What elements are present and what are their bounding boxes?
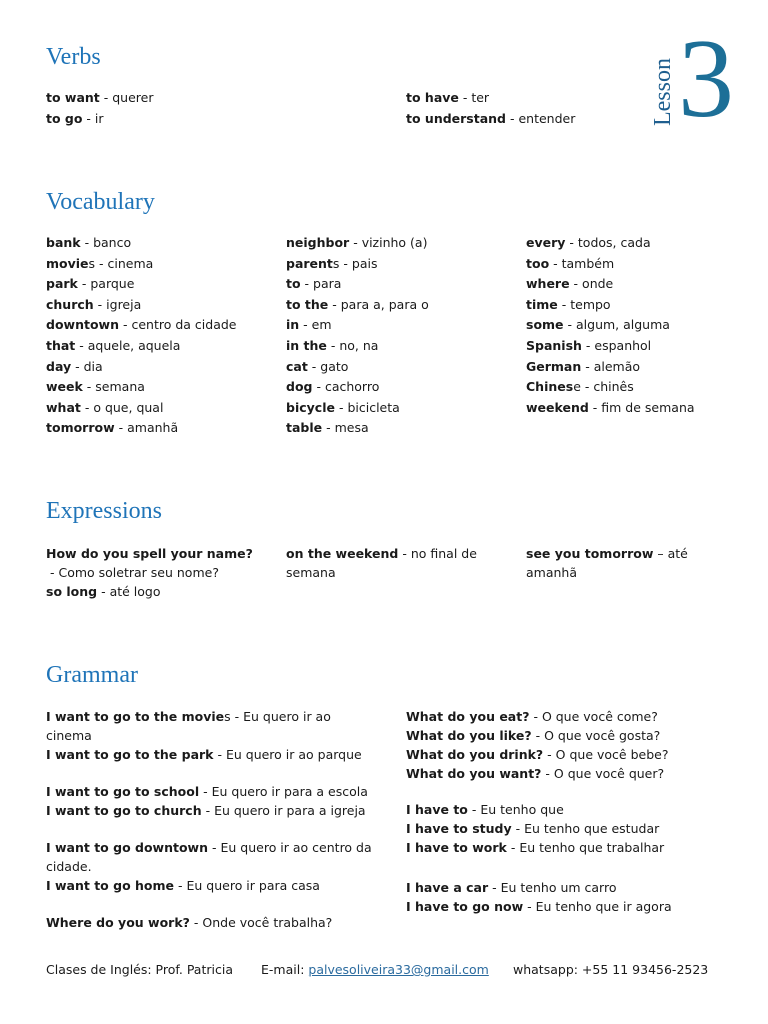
- entry: [526, 377, 756, 398]
- entry: [46, 88, 376, 109]
- entry-meaning: O que você quer?: [553, 766, 665, 781]
- entry: [526, 544, 706, 582]
- entry-separator: -: [557, 296, 571, 312]
- entry-suffix: s: [88, 255, 96, 271]
- entry-term: in: [286, 317, 300, 333]
- entry-term: I have to: [406, 802, 468, 817]
- entry-separator: -: [93, 296, 107, 312]
- entry-separator: -: [119, 317, 132, 333]
- entry-separator: -: [565, 235, 578, 250]
- entry-meaning: banco: [93, 235, 132, 250]
- entry-term: I want to go to school: [46, 784, 200, 799]
- entry-term: I want to go downtown: [46, 840, 209, 855]
- footer-teacher: Clases de Inglés: Prof. Patricia: [46, 962, 233, 977]
- heading-expressions: Expressions: [46, 498, 162, 524]
- entry: [526, 336, 756, 357]
- entry-separator: -: [71, 358, 84, 374]
- entry-separator: -: [339, 255, 352, 271]
- entry-meaning: todos, cada: [577, 235, 651, 250]
- entry: [286, 254, 516, 275]
- vocab-col-3: [526, 233, 756, 418]
- entry-term: German: [526, 358, 582, 374]
- grammar-right: [406, 707, 726, 916]
- entry-term: What do you drink?: [406, 747, 544, 762]
- entry-term: I have a car: [406, 880, 489, 895]
- entry-separator: -: [199, 784, 212, 799]
- entry-separator: -: [511, 821, 525, 836]
- entry: [526, 233, 756, 254]
- entry-separator: -: [230, 709, 244, 724]
- entry-term: I want to go home: [46, 878, 175, 893]
- entry-term: time: [526, 296, 558, 312]
- entry: [286, 398, 516, 419]
- entry: [286, 295, 516, 316]
- entry-separator: -: [588, 399, 602, 415]
- entry-meaning: Eu quero ir ao parque: [225, 747, 362, 762]
- entry-meaning: algum, alguma: [576, 317, 670, 333]
- entry-term: weekend: [526, 399, 589, 415]
- entry-separator: -: [580, 379, 594, 395]
- entry-meaning: Eu tenho um carro: [500, 880, 617, 895]
- entry: [526, 315, 756, 336]
- entry-term: movie: [46, 255, 89, 271]
- entry-separator: -: [349, 235, 362, 250]
- entry: [526, 274, 756, 295]
- entry: [286, 233, 516, 254]
- entry-term: What do you want?: [406, 766, 542, 781]
- entry: [46, 274, 276, 295]
- entry-separator: -: [174, 878, 187, 893]
- entry-separator: -: [541, 766, 554, 781]
- entry-separator: -: [299, 317, 312, 333]
- vocab-col-1: [46, 233, 276, 439]
- entry-meaning: igreja: [106, 296, 142, 312]
- entry-separator: -: [488, 880, 501, 895]
- entry-separator: -: [114, 420, 128, 436]
- entry-term: neighbor: [286, 235, 350, 250]
- entry: [46, 254, 276, 275]
- entry-meaning: querer: [112, 90, 154, 105]
- entry-term: table: [286, 420, 323, 436]
- entry-term: in the: [286, 337, 327, 353]
- entry-term: to the: [286, 296, 329, 312]
- entry-term: What do you like?: [406, 728, 532, 743]
- entry-meaning: até amanhã: [526, 546, 688, 580]
- entry-separator: -: [82, 110, 95, 126]
- entry-separator: -: [82, 379, 96, 395]
- entry-separator: -: [549, 255, 562, 271]
- entry: [46, 913, 376, 932]
- entry-term: that: [46, 337, 76, 353]
- entry-term: tomorrow: [46, 420, 115, 436]
- entry: [526, 398, 756, 419]
- entry-separator: -: [569, 276, 583, 292]
- heading-grammar: Grammar: [46, 662, 138, 688]
- entry-term: so long: [46, 584, 98, 599]
- entry: [526, 357, 756, 378]
- vocab-col-2: [286, 233, 516, 439]
- entry-term: Where do you work?: [46, 915, 190, 930]
- entry-meaning: até logo: [109, 584, 161, 599]
- entry-separator: -: [581, 358, 594, 374]
- expressions-col-2: [286, 544, 486, 582]
- entry-meaning: gato: [320, 358, 349, 374]
- entry-meaning: entender: [518, 110, 576, 126]
- entry-meaning: Eu quero ir para casa: [186, 878, 320, 893]
- entry: [406, 726, 726, 745]
- entry-separator: -: [75, 337, 88, 353]
- entry-term: week: [46, 379, 83, 395]
- entry-meaning: em: [311, 317, 332, 333]
- entry: [406, 707, 726, 726]
- entry-separator: -: [189, 915, 203, 930]
- footer-email: [261, 962, 489, 977]
- entry-separator: -: [334, 399, 348, 415]
- entry-term: I have to go now: [406, 899, 524, 914]
- lesson-number: 3: [678, 17, 734, 141]
- entry: [286, 377, 516, 398]
- lesson-label: Lesson: [650, 58, 676, 126]
- entry-meaning: semana: [95, 379, 145, 395]
- entry-term: parent: [286, 255, 333, 271]
- entry-separator: -: [97, 584, 110, 599]
- entry-term: dog: [286, 379, 313, 395]
- entry-separator: -: [458, 90, 472, 105]
- entry-term: I have to work: [406, 840, 507, 855]
- entry-meaning: amanhã: [127, 420, 179, 436]
- entry-suffix: s: [332, 255, 340, 271]
- entry-separator: -: [312, 379, 325, 395]
- entry-separator: –: [653, 546, 668, 561]
- entry-term: every: [526, 235, 566, 250]
- entry-meaning: alemão: [593, 358, 641, 374]
- entry-separator: -: [326, 337, 340, 353]
- entry-term: Chines: [526, 379, 574, 395]
- entry-meaning: bicicleta: [347, 399, 400, 415]
- entry-meaning: ter: [471, 90, 490, 105]
- verbs-col-2: [406, 88, 646, 129]
- entry-meaning: O que você come?: [541, 709, 658, 724]
- heading-vocabulary: Vocabulary: [46, 189, 155, 215]
- entry: [406, 800, 726, 819]
- entry-separator: -: [201, 803, 215, 818]
- entry-term: I have to study: [406, 821, 512, 836]
- entry: [406, 819, 726, 838]
- entry-term: where: [526, 276, 570, 292]
- entry-meaning: Como soletrar seu nome?: [58, 565, 219, 580]
- expressions-col-1: [46, 544, 256, 601]
- entry-meaning: mesa: [334, 420, 369, 436]
- entry: [46, 336, 276, 357]
- entry-separator: -: [300, 276, 314, 292]
- entry-meaning: onde: [582, 276, 614, 292]
- entry-meaning: Eu quero ir ao cinema: [46, 709, 331, 743]
- entry-separator: -: [523, 899, 536, 914]
- entry-term: downtown: [46, 317, 119, 333]
- entry-separator: -: [307, 358, 321, 374]
- entry-separator: -: [543, 747, 556, 762]
- entry: [46, 377, 276, 398]
- email-link[interactable]: palvesoliveira33@gmail.com: [308, 962, 489, 977]
- entry: [46, 109, 376, 130]
- entry: [46, 838, 376, 876]
- entry-meaning: tempo: [570, 296, 611, 312]
- entry-separator: -: [208, 840, 221, 855]
- entry-meaning: O que você gosta?: [544, 728, 661, 743]
- entry-meaning: centro da cidade: [131, 317, 237, 333]
- entry-meaning: dia: [83, 358, 103, 374]
- entry-meaning: chinês: [593, 379, 634, 395]
- entry: [286, 357, 516, 378]
- entry: [46, 707, 376, 745]
- entry-term: see you tomorrow: [526, 546, 654, 561]
- entry-term: some: [526, 317, 564, 333]
- entry: [526, 254, 756, 275]
- entry-separator: -: [77, 276, 91, 292]
- entry: [46, 418, 276, 439]
- entry-separator: -: [99, 90, 113, 105]
- entry-meaning: Eu tenho que estudar: [524, 821, 660, 836]
- entry-separator: -: [506, 110, 519, 126]
- entry-separator: -: [80, 235, 94, 250]
- grammar-left: [46, 707, 376, 932]
- entry: [46, 745, 376, 764]
- entry: [46, 782, 376, 801]
- entry-meaning: espanhol: [594, 337, 652, 353]
- entry: [286, 315, 516, 336]
- entry-meaning: cachorro: [324, 379, 380, 395]
- entry-term: How do you spell your name?: [46, 546, 253, 561]
- entry: [406, 109, 646, 130]
- entry: [406, 745, 726, 764]
- entry-term: What do you eat?: [406, 709, 530, 724]
- entry-meaning: para: [313, 276, 342, 292]
- entry-term: day: [46, 358, 72, 374]
- entry-term: to: [286, 276, 301, 292]
- entry-meaning: Eu quero ir para a igreja: [214, 803, 366, 818]
- heading-verbs: Verbs: [46, 44, 101, 70]
- entry-term: I want to go to church: [46, 803, 202, 818]
- entry-term: to go: [46, 110, 83, 126]
- entry: [46, 357, 276, 378]
- entry-separator: -: [506, 840, 520, 855]
- footer-whatsapp: whatsapp: +55 11 93456-2523: [513, 962, 709, 977]
- entry: [406, 88, 646, 109]
- entry-meaning: cinema: [107, 255, 154, 271]
- entry-separator: -: [328, 296, 341, 312]
- entry-term: bank: [46, 235, 81, 250]
- entry-suffix: e: [573, 379, 581, 395]
- entry-term: church: [46, 296, 94, 312]
- entry-term: on the weekend: [286, 546, 399, 561]
- entry-meaning: O que você bebe?: [555, 747, 669, 762]
- entry: [406, 838, 726, 857]
- entry-separator: -: [581, 337, 595, 353]
- entry-term: cat: [286, 358, 308, 374]
- expressions-col-3: [526, 544, 706, 582]
- entry-separator: -: [467, 802, 481, 817]
- entry-separator: -: [531, 728, 545, 743]
- verbs-col-1: [46, 88, 376, 129]
- entry-term: park: [46, 276, 78, 292]
- entry-meaning: no, na: [339, 337, 379, 353]
- entry: [406, 897, 726, 916]
- entry-term: too: [526, 255, 550, 271]
- entry: [46, 582, 256, 601]
- entry-term: I want to go to the park: [46, 747, 214, 762]
- entry: [46, 233, 276, 254]
- entry-term: I want to go to the movie: [46, 709, 225, 724]
- entry: [406, 764, 726, 783]
- entry: [46, 876, 376, 895]
- entry-separator: -: [46, 565, 59, 580]
- entry-term: to have: [406, 90, 459, 105]
- entry-meaning: para a, para o: [340, 296, 429, 312]
- entry-meaning: Onde você trabalha?: [202, 915, 333, 930]
- entry-meaning: no final de semana: [286, 546, 477, 580]
- entry-suffix: s: [224, 709, 231, 724]
- footer-email-label: E-mail:: [261, 962, 309, 977]
- entry-term: bicycle: [286, 399, 335, 415]
- entry-term: what: [46, 399, 81, 415]
- entry-term: to want: [46, 90, 100, 105]
- entry: [46, 398, 276, 419]
- entry-meaning: Eu tenho que: [480, 802, 564, 817]
- entry-term: Spanish: [526, 337, 582, 353]
- entry-meaning: também: [561, 255, 615, 271]
- entry: [286, 418, 516, 439]
- entry: [286, 336, 516, 357]
- entry: [46, 295, 276, 316]
- entry-meaning: parque: [90, 276, 135, 292]
- entry-meaning: Eu quero ir para a escola: [211, 784, 368, 799]
- entry-separator: -: [95, 255, 108, 271]
- entry-meaning: vizinho (a): [361, 235, 428, 250]
- entry-meaning: Eu tenho que trabalhar: [519, 840, 665, 855]
- entry-meaning: o que, qual: [93, 399, 164, 415]
- entry-meaning: ir: [94, 110, 104, 126]
- entry-separator: -: [529, 709, 542, 724]
- entry-meaning: fim de semana: [601, 399, 695, 415]
- entry-term: to understand: [406, 110, 506, 126]
- entry-separator: -: [213, 747, 226, 762]
- entry-meaning: aquele, aquela: [87, 337, 181, 353]
- entry-meaning: pais: [351, 255, 378, 271]
- entry: [286, 544, 486, 582]
- entry-meaning: Eu tenho que ir agora: [535, 899, 672, 914]
- entry: [526, 295, 756, 316]
- entry: [286, 274, 516, 295]
- entry-separator: -: [80, 399, 94, 415]
- entry: [46, 544, 256, 582]
- entry: [46, 315, 276, 336]
- entry-separator: -: [563, 317, 576, 333]
- entry-separator: -: [398, 546, 411, 561]
- entry-separator: -: [322, 420, 335, 436]
- entry: [406, 878, 726, 897]
- entry-meaning: Eu quero ir ao centro da cidade.: [46, 840, 372, 874]
- entry: [46, 801, 376, 820]
